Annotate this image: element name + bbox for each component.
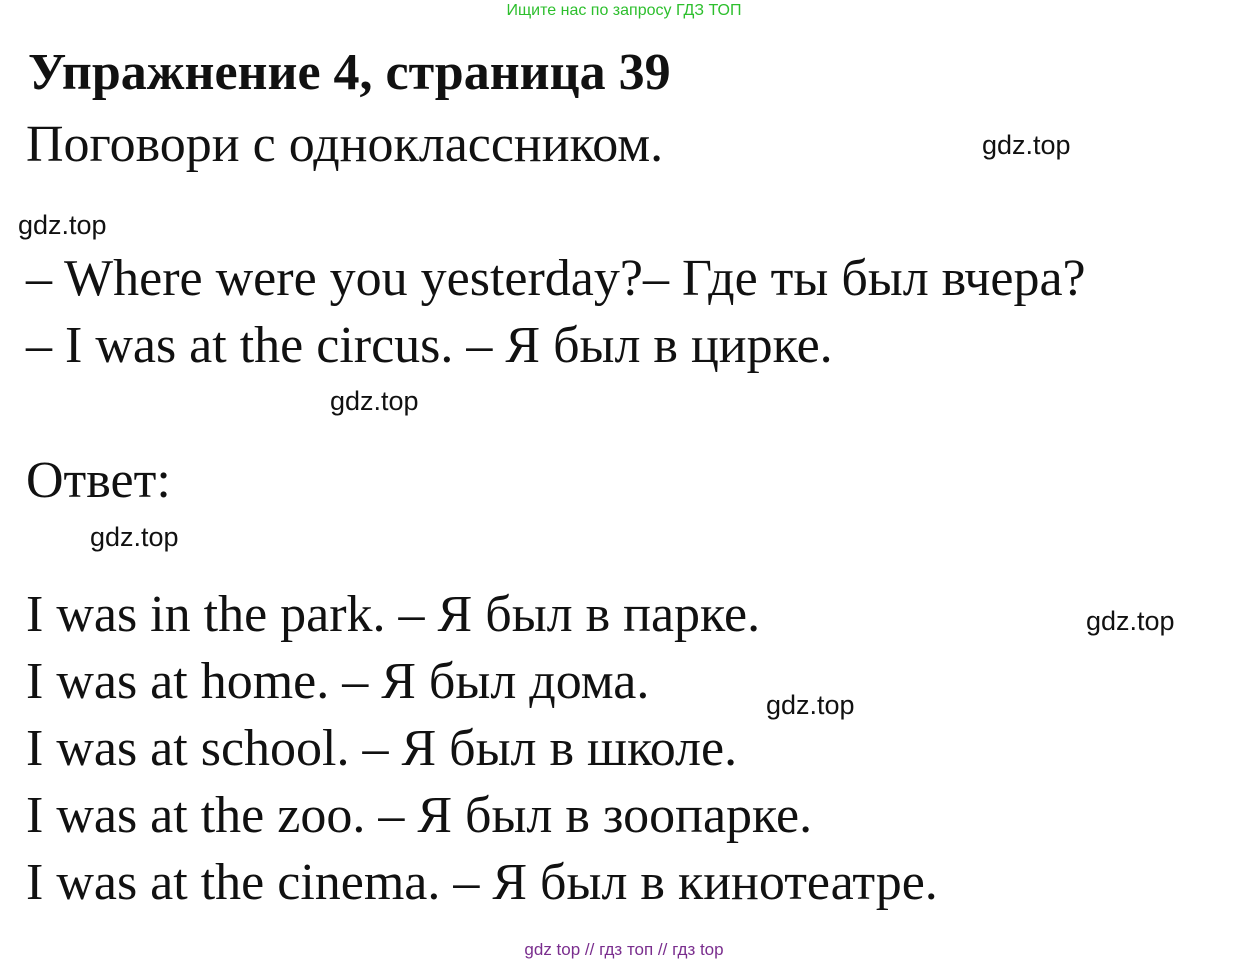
watermark: gdz.top — [330, 386, 419, 416]
watermark: gdz.top — [90, 522, 179, 552]
watermark: gdz.top — [1086, 606, 1175, 636]
watermark: gdz.top — [982, 130, 1071, 160]
answer-line: I was at school. – Я был в школе. — [26, 720, 738, 777]
watermark: gdz.top — [18, 210, 107, 240]
watermark: gdz.top — [766, 690, 855, 720]
search-hint: Ищите нас по запросу ГДЗ ТОП — [506, 2, 742, 19]
answer-label: Ответ: — [26, 452, 171, 509]
answer-line: I was in the park. – Я был в парке. — [26, 586, 761, 643]
dialogue-line-reply: – I was at the circus. – Я был в цирке. — [26, 317, 833, 374]
answer-line: I was at home. – Я был дома. — [26, 653, 650, 710]
answer-line: I was at the cinema. – Я был в кинотеатре. — [26, 854, 938, 911]
instruction-text: Поговори с одноклассником. — [26, 116, 664, 173]
footer-watermark: gdz top // гдз топ // гдз top — [524, 940, 724, 959]
dialogue-line-question: – Where were you yesterday?– Где ты был вчера? — [26, 250, 1086, 307]
exercise-title: Упражнение 4, страница 39 — [28, 44, 671, 101]
answer-line: I was at the zoo. – Я был в зоопарке. — [26, 787, 813, 844]
